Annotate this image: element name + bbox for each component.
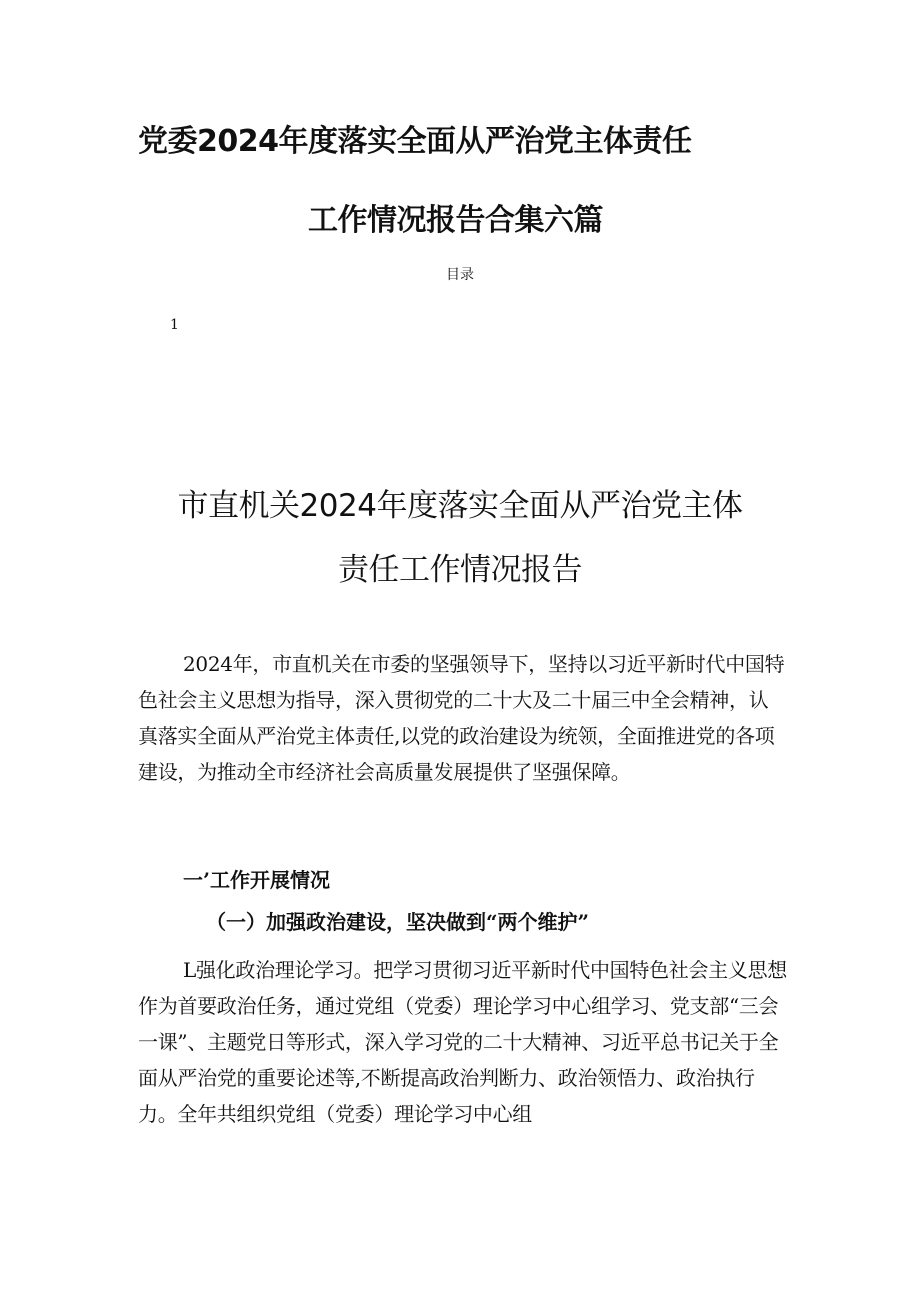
table-of-contents-label: 目录 xyxy=(446,267,474,283)
table-of-contents-entry: 1 xyxy=(170,317,179,333)
report-title-line-1: 市直机关2024年度落实全面从严治党主体 xyxy=(177,488,743,524)
point-paragraph: L强化政治理论学习。把学习贯彻习近平新时代中国特色社会主义思想作为首要政治任务，通过党组（党委）理论学习中心组学习、党支部“三会一课”、主题党日等形式，深入学习党的二十大精神、习近平总书记关于全面从严治党的重要论述等,不断提高政治判断力、政治领悟力、政治执行力。全年共组织党组（党委）理论学习中心组 xyxy=(138,958,787,1126)
report-title-line-2: 责任工作情况报告 xyxy=(338,552,582,588)
subsection-heading: （一）加强政治建设，坚决做到“两个维护” xyxy=(206,910,590,934)
document-title-line-2: 工作情况报告合集六篇 xyxy=(308,203,603,238)
intro-paragraph: 2024年，市直机关在市委的坚强领导下，坚持以习近平新时代中国特色社会主义思想为指导，深入贯彻党的二十大及二十届三中全会精神，认真落实全面从严治党主体责任,以党的政治建设为统领，全面推进党的各项建设，为推动全市经济社会高质量发展提供了坚强保障。 xyxy=(138,652,785,784)
document-title-line-1: 党委2024年度落实全面从严治党主体责任 xyxy=(138,124,692,159)
section-heading: 一’工作开展情况 xyxy=(183,868,330,892)
